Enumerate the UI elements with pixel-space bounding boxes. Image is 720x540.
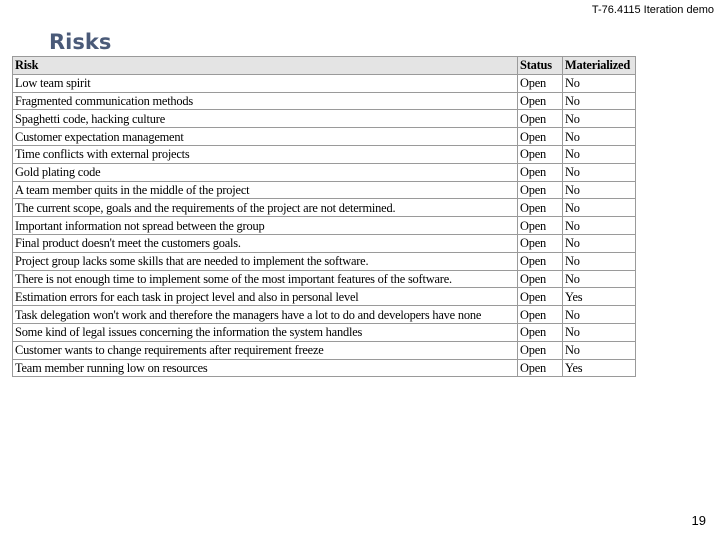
- status-cell: Open: [518, 306, 563, 324]
- status-cell: Open: [518, 252, 563, 270]
- table-row: [13, 163, 636, 181]
- risk-cell: Gold plating code: [13, 163, 518, 181]
- table-row: [13, 128, 636, 146]
- status-cell: Open: [518, 288, 563, 306]
- table-row: [13, 323, 636, 341]
- risk-cell: Estimation errors for each task in project level and also in personal level: [13, 288, 518, 306]
- status-cell: Open: [518, 270, 563, 288]
- risk-cell: Time conflicts with external projects: [13, 145, 518, 163]
- status-cell: Open: [518, 199, 563, 217]
- table-row: [13, 145, 636, 163]
- materialized-cell: No: [563, 199, 636, 217]
- risk-cell: There is not enough time to implement some of the most important features of the software.: [13, 270, 518, 288]
- status-cell: Open: [518, 145, 563, 163]
- status-cell: Open: [518, 92, 563, 110]
- risk-cell: Low team spirit: [13, 74, 518, 92]
- status-cell: Open: [518, 341, 563, 359]
- table-row: [13, 252, 636, 270]
- materialized-cell: No: [563, 217, 636, 235]
- materialized-cell: No: [563, 341, 636, 359]
- risk-cell: Fragmented communication methods: [13, 92, 518, 110]
- risk-cell: A team member quits in the middle of the project: [13, 181, 518, 199]
- risk-table-body: [13, 74, 636, 377]
- column-header-status: Status: [518, 57, 563, 75]
- table-row: [13, 74, 636, 92]
- risk-cell: Spaghetti code, hacking culture: [13, 110, 518, 128]
- risk-cell: Team member running low on resources: [13, 359, 518, 377]
- table-row: [13, 270, 636, 288]
- materialized-cell: No: [563, 252, 636, 270]
- table-row: [13, 306, 636, 324]
- slide-title: Risks: [49, 30, 112, 54]
- risk-cell: Customer expectation management: [13, 128, 518, 146]
- status-cell: Open: [518, 110, 563, 128]
- table-row: [13, 288, 636, 306]
- table-row: [13, 199, 636, 217]
- materialized-cell: No: [563, 234, 636, 252]
- page-number: 19: [691, 513, 706, 528]
- risk-cell: Customer wants to change requirements after requirement freeze: [13, 341, 518, 359]
- materialized-cell: No: [563, 270, 636, 288]
- materialized-cell: No: [563, 74, 636, 92]
- risk-cell: Important information not spread between the group: [13, 217, 518, 235]
- status-cell: Open: [518, 359, 563, 377]
- status-cell: Open: [518, 163, 563, 181]
- status-cell: Open: [518, 181, 563, 199]
- status-cell: Open: [518, 74, 563, 92]
- materialized-cell: Yes: [563, 359, 636, 377]
- table-row: [13, 359, 636, 377]
- materialized-cell: Yes: [563, 288, 636, 306]
- materialized-cell: No: [563, 181, 636, 199]
- risk-cell: Some kind of legal issues concerning the information the system handles: [13, 323, 518, 341]
- column-header-materialized: Materialized: [563, 57, 636, 75]
- risk-cell: Task delegation won't work and therefore the managers have a lot to do and developers have none: [13, 306, 518, 324]
- table-header-row: [13, 57, 636, 75]
- column-header-risk: Risk: [13, 57, 518, 75]
- table-row: [13, 341, 636, 359]
- presentation-header: T-76.4115 Iteration demo: [591, 4, 714, 16]
- risk-table: [12, 56, 636, 377]
- materialized-cell: No: [563, 163, 636, 181]
- materialized-cell: No: [563, 128, 636, 146]
- materialized-cell: No: [563, 323, 636, 341]
- table-row: [13, 234, 636, 252]
- materialized-cell: No: [563, 110, 636, 128]
- materialized-cell: No: [563, 306, 636, 324]
- table-row: [13, 181, 636, 199]
- table-row: [13, 110, 636, 128]
- risk-cell: Project group lacks some skills that are needed to implement the software.: [13, 252, 518, 270]
- table-row: [13, 92, 636, 110]
- status-cell: Open: [518, 217, 563, 235]
- materialized-cell: No: [563, 145, 636, 163]
- status-cell: Open: [518, 128, 563, 146]
- table-row: [13, 217, 636, 235]
- materialized-cell: No: [563, 92, 636, 110]
- risk-cell: Final product doesn't meet the customers goals.: [13, 234, 518, 252]
- risk-cell: The current scope, goals and the requirements of the project are not determined.: [13, 199, 518, 217]
- status-cell: Open: [518, 323, 563, 341]
- status-cell: Open: [518, 234, 563, 252]
